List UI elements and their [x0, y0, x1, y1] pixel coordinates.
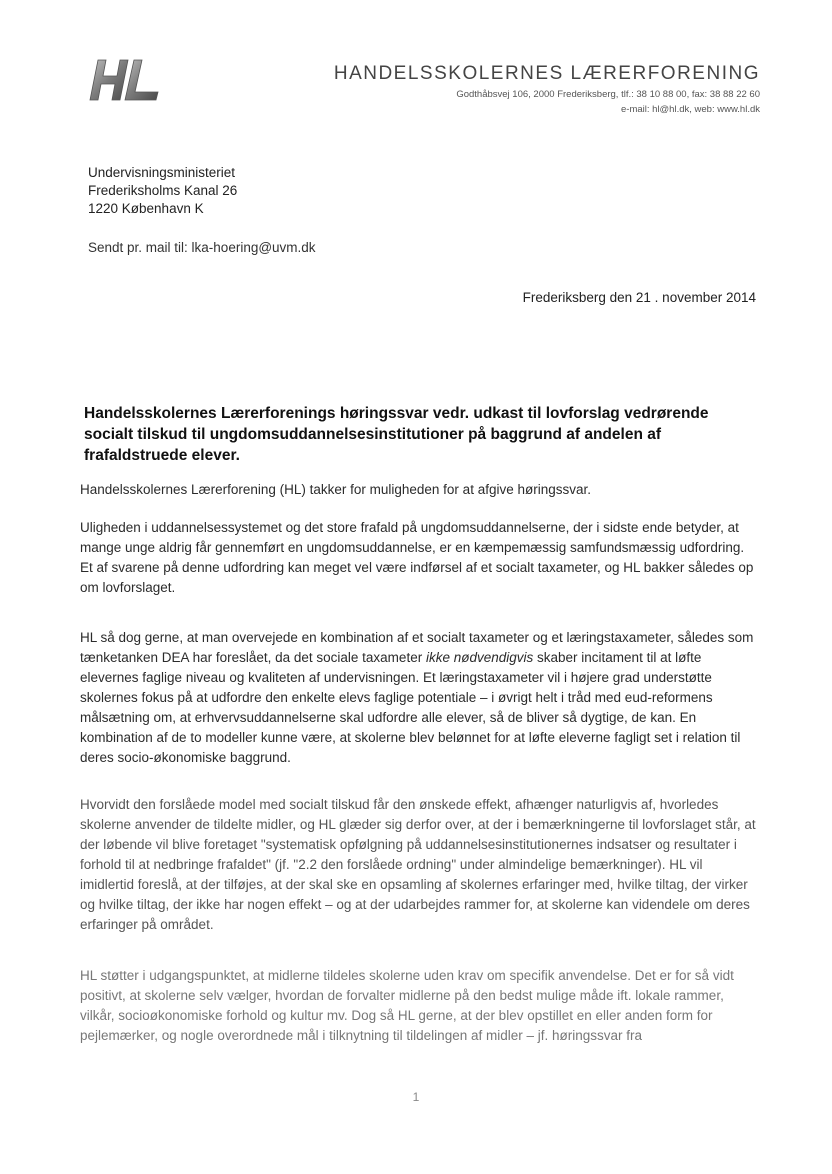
- letterhead: [334, 62, 760, 116]
- paragraph-5: HL støtter i udgangspunktet, at midlerne tildeles skolerne uden krav om specifik anvendelse. Det er for så vidt positivt, at skolerne selv vælger, hvordan de forvalter midlerne på den bedst mulige måde ift. lokale rammer, vilkår, socioøkonomiske forhold og kultur mv. Dog så HL gerne, at der blev opstillet en eller anden form for pejlemærker, og nogle overordnede mål i tilknytning til tildelingen af midler – jf. høringssvar fra: [80, 968, 734, 1043]
- paragraph-4: Hvorvidt den forslåede model med socialt tilskud får den ønskede effekt, afhænger naturligvis af, hvorledes skolerne anvender de tildelte midler, og HL glæder sig derfor over, at der i bemærkningerne til lovforslaget står, at der løbende vil blive foretaget "systematisk opfølgning på uddannelsesinstitutionernes indsatser og resultater i forhold til at nedbringe frafaldet" (jf. "2.2 den forslåede ordning" under almindelige bemærkninger). HL vil imidlertid foreslå, at der tilføjes, at der skal ske en opsamling af skolernes erfaringer med, hvilke tiltag, der virker og hvilke tiltag, der ikke har nogen effekt – og at der udarbejdes rammer for, at skolerne kan videndele om deres erfaringer på området.: [80, 797, 756, 932]
- paragraph-1: Handelsskolernes Lærerforening (HL) takker for muligheden for at afgive høringssvar.: [80, 482, 591, 497]
- sent-to-line: Sendt pr. mail til: lka-hoering@uvm.dk: [88, 240, 316, 255]
- recipient-line-3: 1220 København K: [88, 201, 204, 216]
- hl-logo-graphic: [84, 52, 164, 108]
- paragraph-3: [80, 628, 760, 768]
- letter-date: Frederiksberg den 21 . november 2014: [522, 290, 756, 305]
- paragraph-3-part-b: skaber incitament til at løfte elevernes faglige niveau og kvaliteten af undervisningen. Et læringstaxameter vil i højere grad understøtte skolernes fokus på at udfordre den enkelte elevs faglige potentiale – i øvrigt helt i tråd med eud-reformens målsætning om, at erhvervsuddannelserne skal udfordre alle elever, så de bliver så dygtige, de kan. En kombination af de to modeller kunne være, at skolerne blev belønnet for at løfte eleverne fagligt set i relation til deres socio-økonomiske baggrund.: [80, 650, 741, 765]
- recipient-line-1: Undervisningsministeriet: [88, 165, 236, 180]
- paragraph-3-emphasis: ikke nødvendigvis: [425, 650, 534, 665]
- org-name: HANDELSSKOLERNES LÆRERFORENING: [333, 63, 760, 84]
- letter-title: Handelsskolernes Lærerforenings høringssvar vedr. udkast til lovforslag vedrørende socialt tilskud til ungdomsuddannelsesinstitutioner på baggrund af andelen af frafaldstruede elever.: [84, 405, 709, 464]
- hl-logo: [84, 52, 164, 108]
- paragraph-2: Uligheden i uddannelsessystemet og det store frafald på ungdomsuddannelserne, der i sidste ende betyder, at mange unge aldrig får gennemført en ungdomsuddannelse, er en kæmpemæssig samfundsmæssig udfordring. Et af svarene på denne udfordring kan meget vel være indførsel af et socialt taxameter, og HL bakker således op om lovforslaget.: [80, 520, 754, 595]
- org-contact-address: Godthåbsvej 106, 2000 Frederiksberg, tlf.: 38 10 88 00, fax: 38 88 22 60: [456, 89, 760, 100]
- recipient-line-2: Frederiksholms Kanal 26: [88, 183, 238, 198]
- paragraph-3-part-a: HL så dog gerne, at man overvejede en kombination af et socialt taxameter og et læringstaxameter, således som tænketanken DEA har foreslået, da det sociale taxameter: [80, 630, 754, 665]
- org-contact-email-web: e-mail: hl@hl.dk, web: www.hl.dk: [621, 104, 760, 115]
- recipient-address: [88, 164, 237, 218]
- page-number: 1: [412, 1090, 420, 1104]
